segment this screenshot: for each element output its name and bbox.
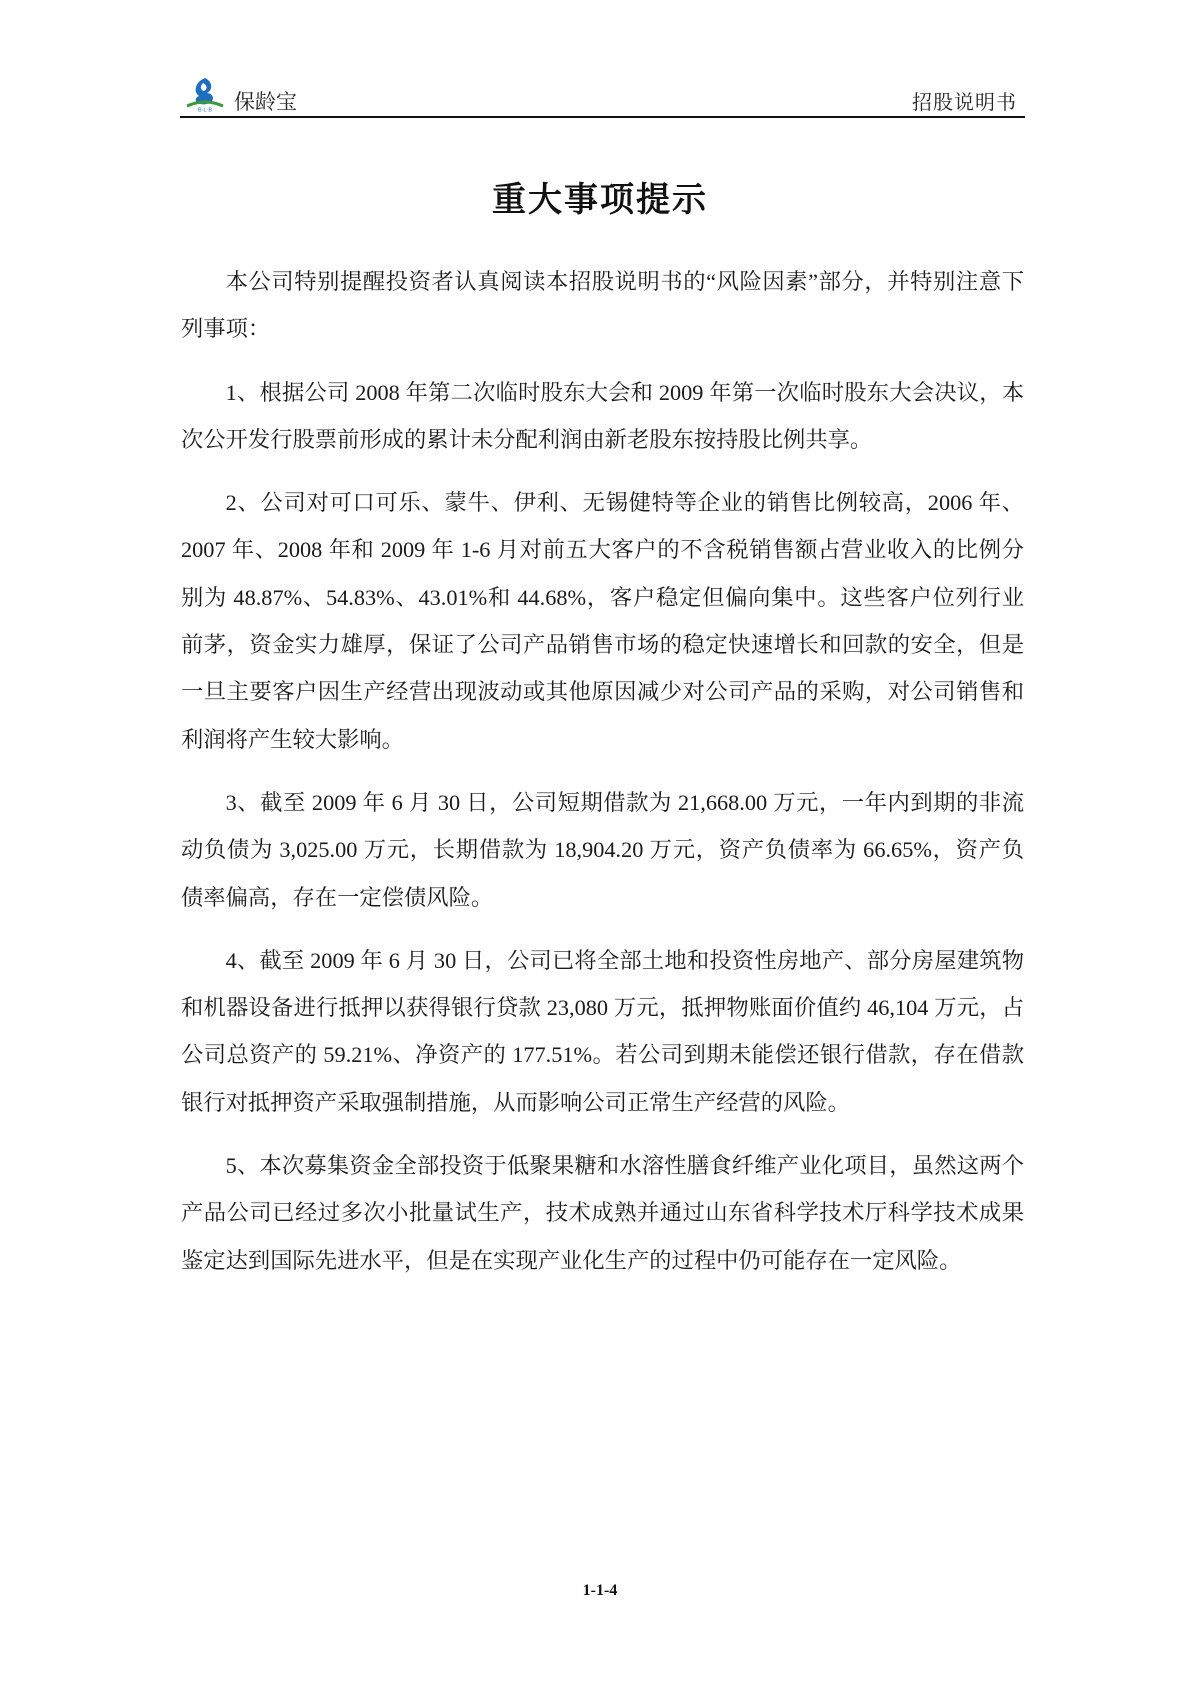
document-type-label: 招股说明书	[912, 92, 1017, 114]
item-3-paragraph: 3、截至 2009 年 6 月 30 日，公司短期借款为 21,668.00 万元，一年内到期的非流动负债为 3,025.00 万元，长期借款为 18,904.20 万元，资产负债率为 66.65%，资产负债率偏高，存在一定偿债风险。	[181, 789, 1024, 910]
item-5-paragraph: 5、本次募集资金全部投资于低聚果糖和水溶性膳食纤维产业化项目，虽然这两个产品公司已经过多次小批量试生产，技术成熟并通过山东省科学技术厅科学技术成果鉴定达到国际先进水平，但是在实现产业化生产的过程中仍可能存在一定风险。	[181, 1153, 1024, 1273]
svg-text:B·L·B: B·L·B	[197, 107, 213, 112]
document-body	[181, 258, 1024, 1300]
item-2-paragraph: 2、公司对可口可乐、蒙牛、伊利、无锡健特等企业的销售比例较高，2006 年、2007 年、2008 年和 2009 年 1-6 月对前五大客户的不含税销售额占营业收入的比例分别为 48.87%、54.83%、43.01%和 44.68%，客户稳定但偏向集中。这些客户位列行业前茅，资金实力雄厚，保证了公司产品销售市场的稳定快速增长和回款的安全，但是一旦主要客户因生产经营出现波动或其他原因减少对公司产品的采购，对公司销售和利润将产生较大影响。	[181, 490, 1024, 752]
item-4-paragraph: 4、截至 2009 年 6 月 30 日，公司已将全部土地和投资性房地产、部分房屋建筑物和机器设备进行抵押以获得银行贷款 23,080 万元，抵押物账面价值约 46,104 万元，占公司总资产的 59.21%、净资产的 177.51%。若公司到期未能偿还银行借款，存在借款银行对抵押资产采取强制措施，从而影响公司正常生产经营的风险。	[181, 947, 1024, 1115]
page-number: 1-1-4	[582, 1582, 618, 1599]
company-logo-icon	[185, 76, 225, 112]
page-header	[180, 70, 1025, 118]
company-brand-name: 保龄宝	[234, 90, 297, 114]
intro-paragraph: 本公司特别提醒投资者认真阅读本招股说明书的“风险因素”部分，并特别注意下列事项：	[181, 269, 1024, 342]
item-1-paragraph: 1、根据公司 2008 年第二次临时股东大会和 2009 年第一次临时股东大会决议，本次公开发行股票前形成的累计未分配利润由新老股东按持股比例共享。	[181, 379, 1024, 452]
page-title: 重大事项提示	[492, 180, 708, 220]
